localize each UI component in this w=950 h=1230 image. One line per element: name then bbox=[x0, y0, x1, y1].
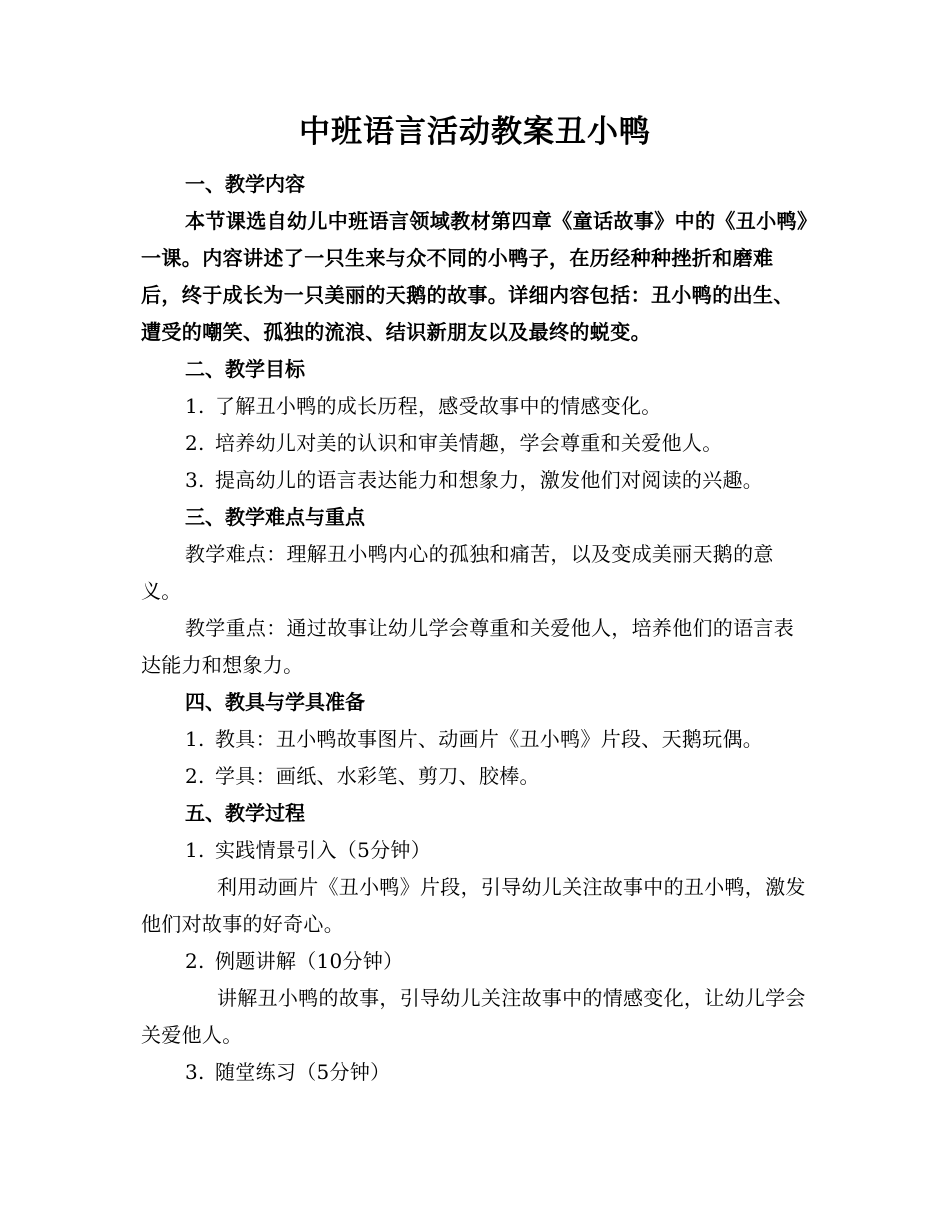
step-description: 利用动画片《丑小鸭》片段，引导幼儿关注故事中的丑小鸭，激发他们对故事的好奇心。 bbox=[141, 875, 806, 936]
list-number: 1. bbox=[185, 727, 205, 751]
section-heading-objectives: 二、教学目标 bbox=[185, 357, 305, 381]
list-number: 1. bbox=[185, 394, 205, 418]
list-number: 2. bbox=[185, 431, 205, 455]
objective-item bbox=[141, 388, 809, 425]
list-number: 1. bbox=[185, 838, 205, 862]
step-label: 例题讲解（10分钟） bbox=[215, 949, 404, 973]
step-label: 实践情景引入（5分钟） bbox=[215, 838, 432, 862]
list-text: 教具：丑小鸭故事图片、动画片《丑小鸭》片段、天鹅玩偶。 bbox=[215, 727, 764, 751]
list-number: 3. bbox=[185, 1060, 205, 1084]
objective-item bbox=[141, 425, 809, 462]
document-body bbox=[141, 166, 809, 1091]
objective-item bbox=[141, 462, 809, 499]
list-text: 学具：画纸、水彩笔、剪刀、胶棒。 bbox=[215, 764, 540, 788]
content-paragraph: 本节课选自幼儿中班语言领域教材第四章《童话故事》中的《丑小鸭》一课。内容讲述了一只生来与众不同的小鸭子，在历经种种挫折和磨难后，终于成长为一只美丽的天鹅的故事。详细内容包括：丑小鸭的出生、遭受的嘲笑、孤独的流浪、结识新朋友以及最终的蜕变。 bbox=[141, 209, 808, 344]
page-title: 中班语言活动教案丑小鸭 bbox=[299, 114, 651, 150]
list-text: 提高幼儿的语言表达能力和想象力，激发他们对阅读的兴趣。 bbox=[215, 468, 764, 492]
list-number: 3. bbox=[185, 468, 205, 492]
material-item bbox=[141, 721, 809, 758]
process-step bbox=[141, 832, 809, 869]
key-point-paragraph: 教学重点：通过故事让幼儿学会尊重和关爱他人，培养他们的语言表达能力和想象力。 bbox=[141, 616, 794, 677]
material-item bbox=[141, 758, 809, 795]
step-label: 随堂练习（5分钟） bbox=[215, 1060, 391, 1084]
section-heading-materials: 四、教具与学具准备 bbox=[185, 690, 365, 714]
list-text: 培养幼儿对美的认识和审美情趣，学会尊重和关爱他人。 bbox=[215, 431, 723, 455]
section-heading-key-points: 三、教学难点与重点 bbox=[185, 505, 365, 529]
section-heading-content: 一、教学内容 bbox=[185, 172, 305, 196]
difficulty-paragraph: 教学难点：理解丑小鸭内心的孤独和痛苦，以及变成美丽天鹅的意义。 bbox=[141, 542, 774, 603]
list-number: 2. bbox=[185, 949, 205, 973]
step-description: 讲解丑小鸭的故事，引导幼儿关注故事中的情感变化，让幼儿学会关爱他人。 bbox=[141, 986, 806, 1047]
section-heading-process: 五、教学过程 bbox=[185, 801, 305, 825]
list-number: 2. bbox=[185, 764, 205, 788]
process-step bbox=[141, 943, 809, 980]
process-step bbox=[141, 1054, 809, 1091]
list-text: 了解丑小鸭的成长历程，感受故事中的情感变化。 bbox=[215, 394, 662, 418]
